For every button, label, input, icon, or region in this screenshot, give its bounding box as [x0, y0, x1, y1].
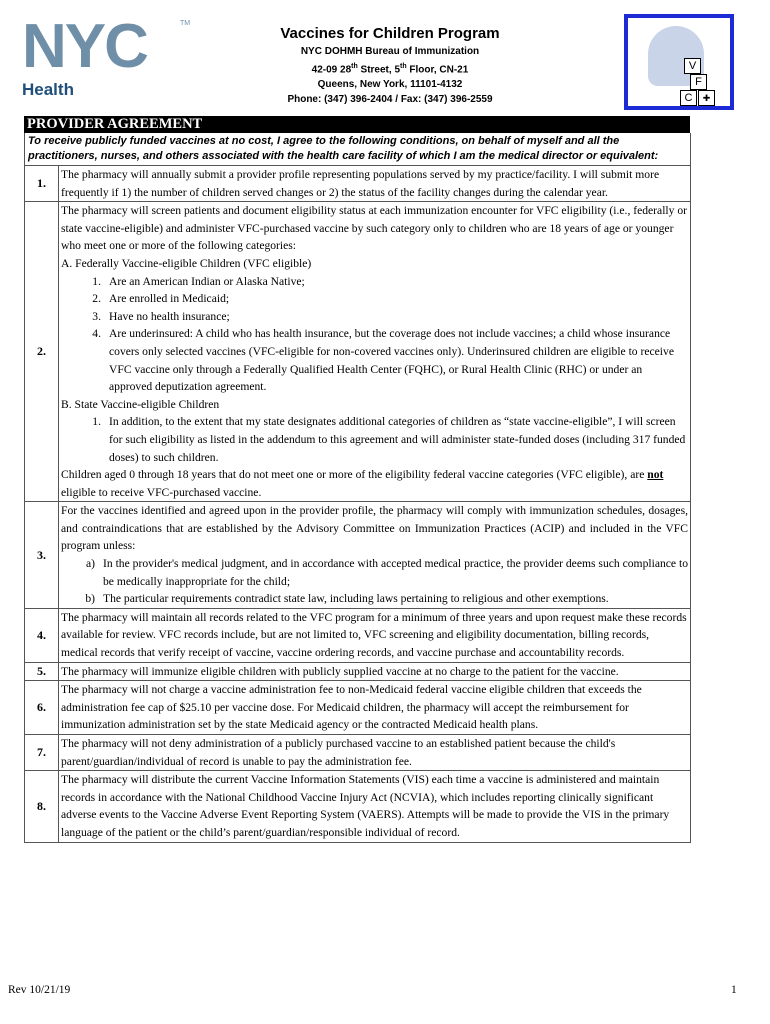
- item-text: [59, 502, 690, 608]
- category-b-heading: B. State Vaccine-eligible Children: [61, 397, 220, 411]
- item-number: 8.: [25, 771, 59, 841]
- vfc-logo-background: [628, 18, 730, 106]
- block-f: F: [690, 74, 707, 90]
- program-header: [240, 24, 540, 107]
- item-number: 4.: [25, 609, 59, 662]
- agreement-row: [25, 202, 690, 502]
- street-mid: Street, 5: [357, 64, 401, 76]
- item-text: [59, 609, 690, 662]
- bureau-name: NYC DOHMH Bureau of Immunization: [300, 46, 480, 57]
- block-star-icon: ✚: [698, 90, 715, 106]
- list-item: 1. Are an American Indian or Alaska Native;: [92, 274, 305, 288]
- item-6-text: The pharmacy will not charge a vaccine administration fee to non-Medicaid federal vaccine eligible children that exceeds the administration fee cap of $25.10 per vaccine dose. For Medicaid children, the pharmacy will accept the reimbursement for immunization administration set by the state Medicaid agency or the contracted Medicaid health plans.: [61, 683, 642, 732]
- item-1-text: The pharmacy will annually submit a provider profile representing populations served by my practice/facility. I will submit more frequently if 1) the number of children served changes or 2) the status of the facility changes during the calendar year.: [61, 168, 660, 199]
- item-text: [59, 681, 690, 734]
- item-number: 5.: [25, 663, 59, 681]
- item-5-text: The pharmacy will immunize eligible children with publicly supplied vaccine at no charge to the patient for the vaccine.: [61, 664, 619, 678]
- agreement-row: [25, 735, 690, 771]
- agreement-row: [25, 663, 690, 682]
- street-sup: th: [351, 63, 358, 70]
- item-number: 3.: [25, 502, 59, 608]
- program-title: Vaccines for Children Program: [280, 25, 500, 42]
- item-text: [59, 771, 690, 841]
- item-text: [59, 735, 690, 770]
- block-v: V: [684, 58, 701, 74]
- floor-sup: th: [400, 63, 407, 70]
- block-c: C: [680, 90, 697, 106]
- item-2-closing: Children aged 0 through 18 years that do not meet one or more of the eligibility federal vaccine categories (VFC eligible), are not eligible to receive VFC-purchased vaccine.: [61, 468, 664, 499]
- agreement-row: [25, 771, 690, 841]
- revision-date: Rev 10/21/19: [8, 984, 71, 996]
- nyc-health-logo: [22, 12, 192, 102]
- emphasis-not: not: [647, 468, 664, 482]
- item-number: 1.: [25, 166, 59, 201]
- agreement-intro: To receive publicly funded vaccines at no cost, I agree to the following conditions, on behalf of myself and all the practitioners, nurses, and others associated with the health care facility of which I am the medical director or equivalent:: [25, 133, 690, 166]
- logo-trademark: TM: [180, 20, 191, 27]
- street-end: Floor, CN-21: [406, 64, 469, 76]
- agreement-row: [25, 609, 690, 663]
- agreement-row: [25, 166, 690, 202]
- item-number: 6.: [25, 681, 59, 734]
- street-num: 42-09 28: [311, 64, 352, 76]
- list-item: 3. Have no health insurance;: [92, 309, 230, 323]
- category-a-heading: A. Federally Vaccine-eligible Children (VFC eligible): [61, 256, 312, 270]
- item-4-text: The pharmacy will maintain all records related to the VFC program for a minimum of three years and upon request make these records available for review. VFC records include, but are not limited to, VFC screening and eligibility documentation, billing records, medical records that verify receipt of vaccine, vaccine ordering records, and vaccine purchase and accountability records.: [61, 610, 687, 660]
- item-number: 7.: [25, 735, 59, 770]
- list-item: 4. Are underinsured: A child who has health insurance, but the coverage does not include vaccines; a child whose insurance covers only selected vaccines (VFC-eligible for non-covered vaccines only). Underinsured children are eligible to receive VFC vaccine only through a Federally Qualified Health Center (FQHC), or Rural Health Clinic (RHC) or under an approved deputization agreement.: [92, 327, 674, 394]
- city-address: Queens, New York, 11101-4132: [317, 79, 463, 91]
- item-3-intro: For the vaccines identified and agreed upon in the provider profile, the pharmacy will comply with immunization schedules, dosages, and contraindications that are established by the Advisory Committee on Immunization Practices (ACIP) and included in the VFC program unless:: [61, 504, 688, 553]
- list-item: b) The particular requirements contradict state law, including laws pertaining to religious and other exemptions.: [85, 592, 609, 606]
- street-address: [240, 59, 540, 77]
- item-number: 2.: [25, 202, 59, 501]
- item-text: [59, 166, 690, 201]
- logo-health-text: Health: [22, 80, 74, 99]
- item-text: [59, 663, 690, 681]
- provider-agreement-table: [24, 133, 691, 843]
- list-item: a) In the provider's medical judgment, and in accordance with accepted medical practice, the provider deems such compliance to be medically inappropriate for the child;: [85, 557, 688, 588]
- vfc-child-logo: [624, 14, 734, 110]
- agreement-row: [25, 681, 690, 735]
- list-item: 2. Are enrolled in Medicaid;: [92, 292, 230, 306]
- item-2-intro: The pharmacy will screen patients and document eligibility status at each immunization encounter for VFC eligibility (i.e., federally or state vaccine-eligible) and administer VFC-purchased vaccine by such category only to children who are 18 years of age or younger who meet one or more of the following categories:: [61, 204, 687, 253]
- list-item: 1. In addition, to the extent that my state designates additional categories of children as “state vaccine-eligible”, I will screen for such eligibility as listed in the addendum to this agreement and will administer state-funded doses (including 317 funded doses) to such children.: [92, 415, 686, 464]
- agreement-row: [25, 502, 690, 609]
- phone-fax: Phone: (347) 396-2404 / Fax: (347) 396-2559: [287, 94, 493, 106]
- item-7-text: The pharmacy will not deny administration of a publicly purchased vaccine to an established patient because the child's parent/guardian/individual of record is unable to pay the administration fee.: [61, 737, 616, 768]
- section-title-bar: PROVIDER AGREEMENT: [24, 116, 690, 133]
- item-8-text: The pharmacy will distribute the current Vaccine Information Statements (VIS) each time a vaccine is administered and maintain records in accordance with the National Childhood Vaccine Injury Act (NCVIA), which includes reporting clinically significant adverse events to the Vaccine Adverse Event Reporting System (VAERS). Attempts will be made to provide the VIS in the primary language of the patient or the child’s parent/guardian/responsible individual of record.: [61, 773, 670, 839]
- logo-nyc-text: NYC: [22, 12, 147, 81]
- item-text: [59, 202, 690, 501]
- page-number: 1: [731, 984, 737, 996]
